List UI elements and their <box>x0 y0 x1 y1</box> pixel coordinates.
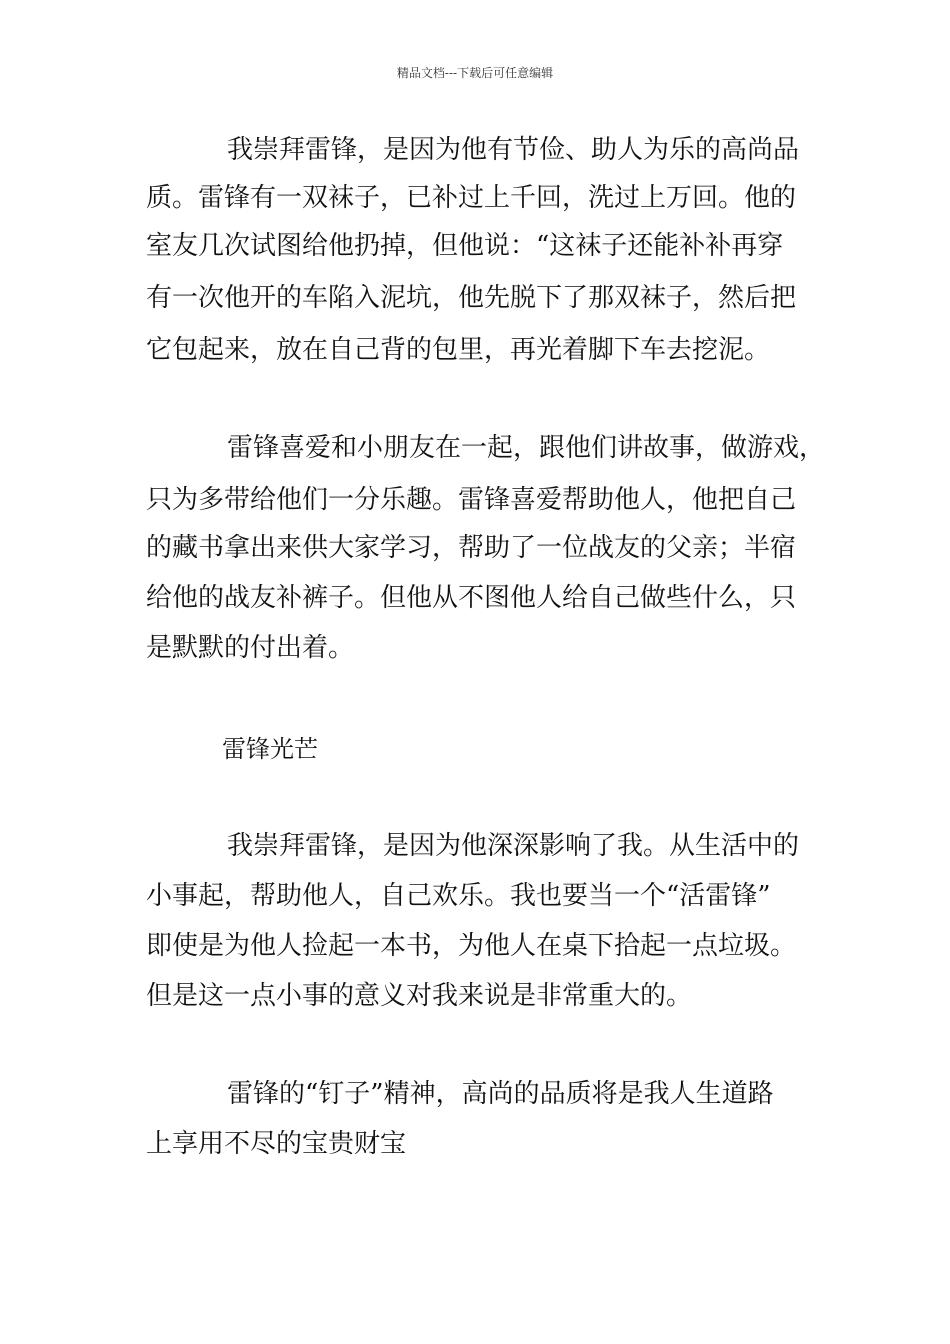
text-line: 有一次他开的车陷入泥坑，他先脱下了那双袜子，然后把 <box>146 283 797 313</box>
text-line: 是默默的付出着。 <box>146 633 355 663</box>
text-line: 室友几次试图给他扔掉，但他说：“这袜子还能补补再穿 <box>146 231 784 261</box>
text-line: 雷锋的“钉子”精神，高尚的品质将是我人生道路 <box>227 1079 774 1109</box>
text-line: 上享用不尽的宝贵财宝 <box>146 1129 407 1159</box>
text-line: 即使是为他人捡起一本书，为他人在桌下拾起一点垃圾。 <box>146 931 797 961</box>
text-line: 但是这一点小事的意义对我来说是非常重大的。 <box>146 981 693 1011</box>
text-line: 它包起来，放在自己背的包里，再光着脚下车去挖泥。 <box>146 335 771 365</box>
text-line: 小事起，帮助他人，自己欢乐。我也要当一个“活雷锋” <box>146 881 771 911</box>
text-line: 只为多带给他们一分乐趣。雷锋喜爱帮助他人，他把自己 <box>146 485 797 515</box>
text-line: 的藏书拿出来供大家学习，帮助了一位战友的父亲；半宿 <box>146 533 797 563</box>
page-header: 精品文档---下载后可任意编辑 <box>396 66 554 80</box>
text-line: 我崇拜雷锋，是因为他深深影响了我。从生活中的 <box>227 831 800 861</box>
text-line: 雷锋喜爱和小朋友在一起，跟他们讲故事，做游戏， <box>227 433 826 463</box>
text-line: 给他的战友补裤子。但他从不图他人给自己做些什么，只 <box>146 583 797 613</box>
text-line: 质。雷锋有一双袜子，已补过上千回，洗过上万回。他的 <box>146 183 797 213</box>
text-line: 我崇拜雷锋，是因为他有节俭、助人为乐的高尚品 <box>227 135 800 165</box>
section-heading: 雷锋光芒 <box>222 735 318 763</box>
